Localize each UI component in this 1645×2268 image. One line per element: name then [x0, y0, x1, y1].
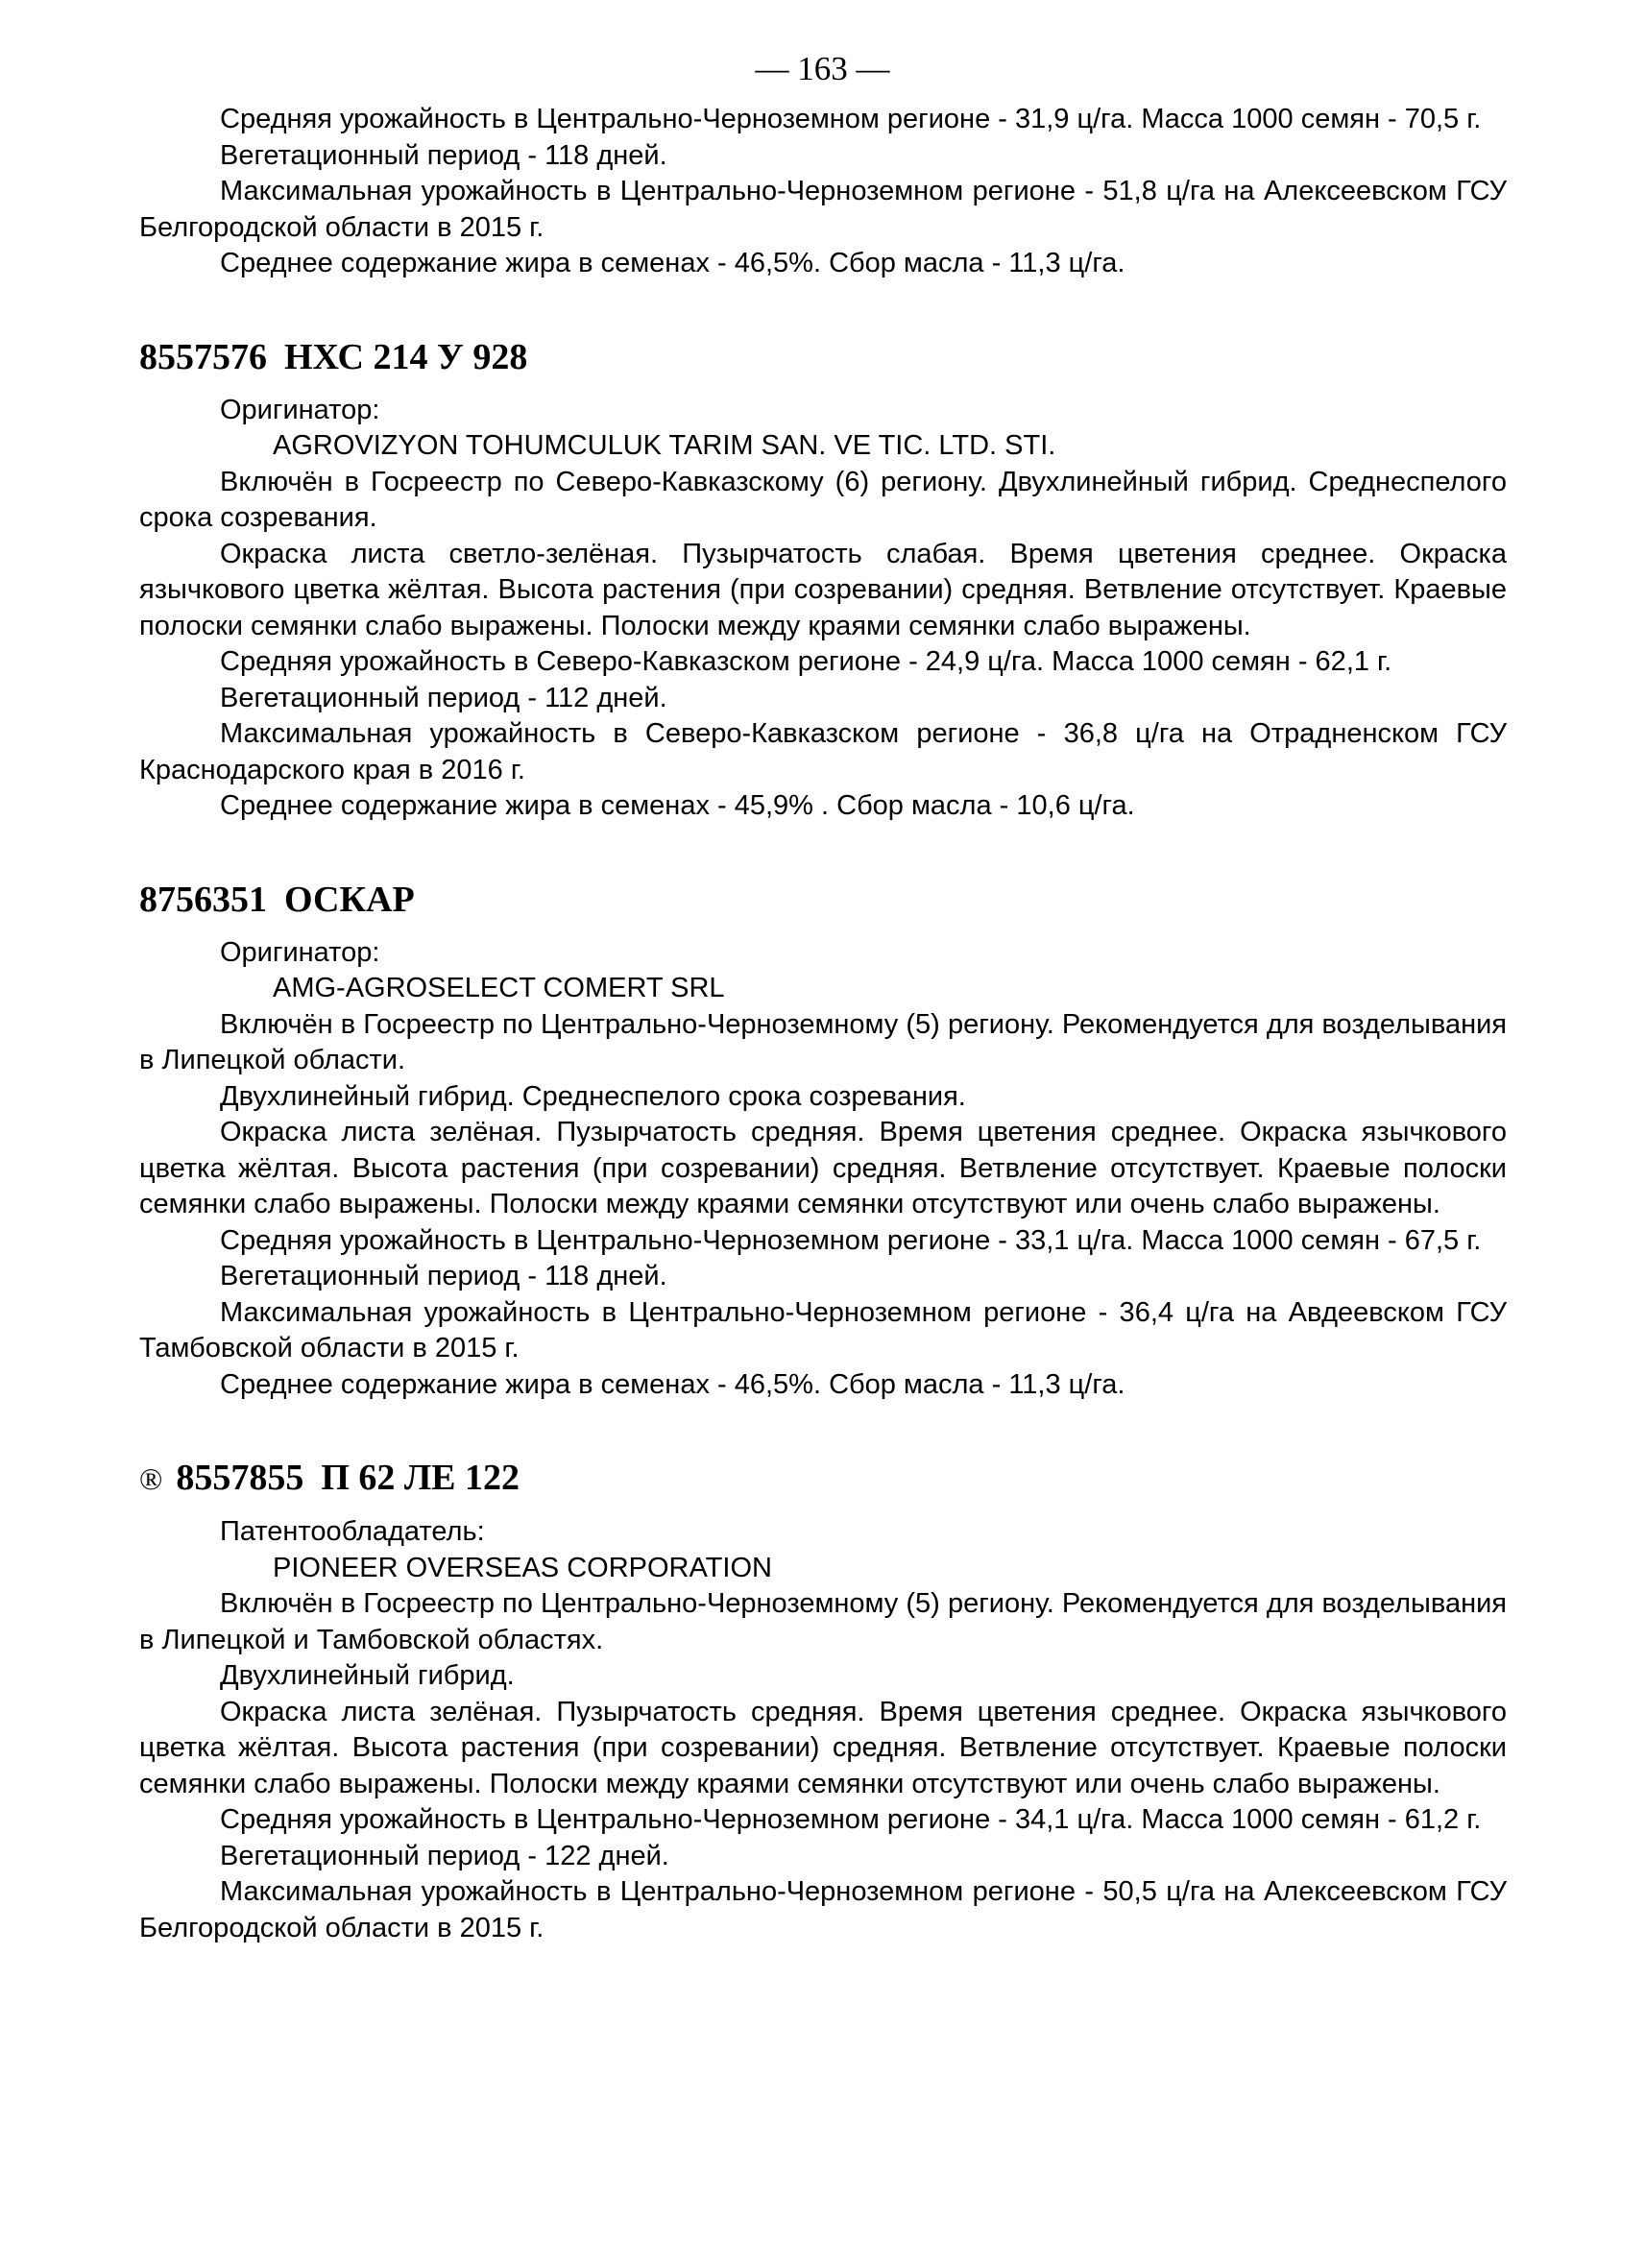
- page-content: [139, 102, 1507, 1946]
- entry-paragraph: Включён в Госреестр по Центрально-Черноземному (5) региону. Рекомендуется для возделывания в Липецкой области.: [139, 1008, 1507, 1075]
- page-number: — 163 —: [755, 50, 890, 87]
- variety-entry: [139, 1456, 1507, 1946]
- variety-heading: [139, 1456, 1507, 1501]
- entry-paragraph: Средняя урожайность в Центрально-Черноземном регионе - 33,1 ц/га. Масса 1000 семян - 67,5 г.: [220, 1224, 1482, 1256]
- entry-paragraph: Двухлинейный гибрид.: [220, 1660, 515, 1691]
- entry-paragraph: Вегетационный период - 122 дней.: [220, 1840, 669, 1871]
- variety-title: ОСКАР: [284, 879, 415, 920]
- entry-paragraph: Средняя урожайность в Центрально-Черноземном регионе - 34,1 ц/га. Масса 1000 семян - 61,2 г.: [220, 1804, 1482, 1835]
- holder-label: Патентообладатель:: [220, 1516, 485, 1547]
- variety-entry: [139, 335, 1507, 825]
- intro-paragraph: Вегетационный период - 118 дней.: [220, 139, 667, 171]
- entry-paragraph: Вегетационный период - 118 дней.: [220, 1261, 667, 1291]
- variety-entry: [139, 878, 1507, 1404]
- intro-paragraph: Среднее содержание жира в семенах - 46,5%. Сбор масла - 11,3 ц/га.: [220, 248, 1125, 278]
- intro-paragraph: Средняя урожайность в Центрально-Черноземном регионе - 31,9 ц/га. Масса 1000 семян - 70,5 г.: [220, 104, 1482, 134]
- entry-paragraph: Максимальная урожайность в Центрально-Черноземном регионе - 36,4 ц/га на Авдеевском ГСУ Тамбовской области в 2015 г.: [139, 1296, 1507, 1363]
- entry-paragraph: Окраска листа зелёная. Пузырчатость средняя. Время цветения среднее. Окраска язычкового цветка жёлтая. Высота растения (при созревании) средняя. Ветвление отсутствует. Краевые полоски семянки слабо выражены. Полоски между краями семянки отсутствуют или очень слабо выражены.: [139, 1696, 1507, 1799]
- holder-name: PIONEER OVERSEAS CORPORATION: [273, 1552, 772, 1583]
- variety-number: 8557855: [176, 1458, 304, 1498]
- entry-paragraph: Окраска листа зелёная. Пузырчатость средняя. Время цветения среднее. Окраска язычкового цветка жёлтая. Высота растения (при созревании) средняя. Ветвление отсутствует. Краевые полоски семянки слабо выражены. Полоски между краями семянки отсутствуют или очень слабо выражены.: [139, 1117, 1507, 1219]
- entry-paragraph: Максимальная урожайность в Северо-Кавказском регионе - 36,8 ц/га на Отрадненском ГСУ Краснодарского края в 2016 г.: [139, 718, 1507, 785]
- variety-title: НХС 214 У 928: [284, 336, 528, 377]
- holder-label: Оригинатор:: [220, 936, 380, 968]
- holder-label: Оригинатор:: [220, 394, 380, 425]
- intro-paragraph: Максимальная урожайность в Центрально-Черноземном регионе - 51,8 ц/га на Алексеевском ГСУ Белгородской области в 2015 г.: [139, 176, 1507, 243]
- entry-paragraph: Окраска листа светло-зелёная. Пузырчатость слабая. Время цветения среднее. Окраска язычкового цветка жёлтая. Высота растения (при созревании) средняя. Ветвление отсутствует. Краевые полоски семянки слабо выражены. Полоски между краями семянки слабо выражены.: [139, 538, 1507, 641]
- registered-mark: ®: [139, 1461, 163, 1496]
- entry-paragraph: Вегетационный период - 112 дней.: [220, 682, 667, 713]
- variety-title: П 62 ЛЕ 122: [321, 1458, 520, 1498]
- entry-paragraph: Среднее содержание жира в семенах - 45,9% . Сбор масла - 10,6 ц/га.: [220, 790, 1135, 821]
- entry-paragraph: Максимальная урожайность в Центрально-Черноземном регионе - 50,5 ц/га на Алексеевском ГСУ Белгородской области в 2015 г.: [139, 1876, 1507, 1943]
- variety-heading: [139, 878, 1507, 922]
- variety-number: 8756351: [139, 879, 267, 920]
- holder-name: AMG-AGROSELECT COMERT SRL: [273, 973, 725, 1003]
- variety-heading: [139, 335, 1507, 379]
- entry-paragraph: Средняя урожайность в Северо-Кавказском регионе - 24,9 ц/га. Масса 1000 семян - 62,1 г.: [220, 646, 1392, 677]
- entry-paragraph: Двухлинейный гибрид. Среднеспелого срока созревания.: [220, 1080, 966, 1112]
- holder-name: AGROVIZYON TOHUMCULUK TARIM SAN. VE TIC. LTD. STI.: [273, 430, 1056, 461]
- intro-section: [139, 102, 1507, 282]
- entry-paragraph: Включён в Госреестр по Северо-Кавказскому (6) региону. Двухлинейный гибрид. Среднеспелого срока созревания.: [139, 466, 1507, 533]
- variety-number: 8557576: [139, 336, 267, 377]
- entry-paragraph: Среднее содержание жира в семенах - 46,5%. Сбор масла - 11,3 ц/га.: [220, 1368, 1125, 1400]
- entry-paragraph: Включён в Госреестр по Центрально-Черноземному (5) региону. Рекомендуется для возделывания в Липецкой и Тамбовской областях.: [139, 1588, 1507, 1655]
